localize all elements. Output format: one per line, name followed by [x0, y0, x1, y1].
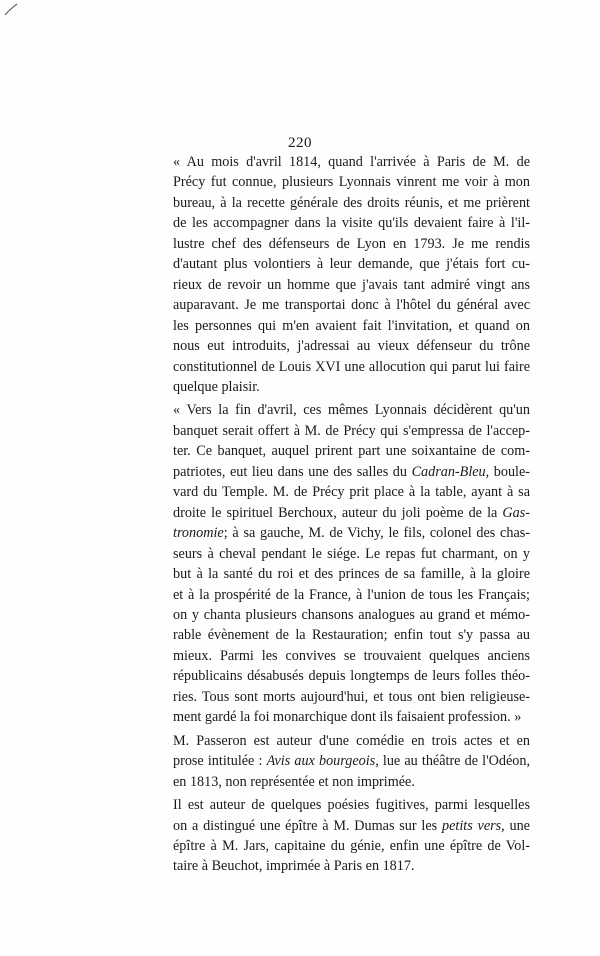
text-line: nous eut introduits, j'adressai au vieux défenseur du trône [173, 338, 530, 355]
text-line: constitutionnel de Louis XVI une allocution qui parut lui faire [173, 358, 530, 375]
text-line: « Vers la fin d'avril, ces mêmes Lyonnais décidèrent qu'un [173, 402, 530, 419]
text-line: quelque plaisir. [173, 378, 260, 395]
text-line: banquet serait offert à M. de Précy qui s'empressa de l'accep- [173, 422, 530, 439]
text-line: on y chanta plusieurs chansons analogues au grand et mémo- [173, 606, 530, 623]
text-line: « Au mois d'avril 1814, quand l'arrivée à Paris de M. de [173, 154, 530, 170]
paragraph [157, 731, 530, 792]
text-line: républicains désabusés depuis longtemps de leurs folles théo- [173, 668, 530, 685]
text-line: lustre chef des défenseurs de Lyon en 1793. Je me rendis [173, 235, 530, 252]
corner-pencil-mark [4, 2, 18, 16]
text-line: rable évènement de la Restauration; enfin tout s'y passa au [173, 627, 530, 644]
page-number: 220 [288, 135, 312, 151]
text-line: patriotes, eut lieu dans une des salles du Cadran-Bleu, boule- [173, 463, 531, 480]
body-text [157, 152, 530, 877]
text-line: épître à M. Jars, capitaine du génie, enfin une épître de Vol- [173, 837, 530, 854]
paragraph [157, 152, 530, 397]
text-line: Il est auteur de quelques poésies fugitives, parmi lesquelles [173, 797, 530, 814]
text-line: ter. Ce banquet, auquel prirent part une soixantaine de com- [173, 443, 530, 460]
text-line: taire à Beuchot, imprimée à Paris en 1817. [173, 858, 415, 875]
text-line: ries. Tous sont morts aujourd'hui, et tous ont bien religieuse- [173, 688, 530, 705]
text-line: tronomie; à sa gauche, M. de Vichy, le fils, colonel des chas- [173, 525, 530, 542]
text-line: seurs à cheval pendant le siége. Le repas fut charmant, on y [173, 545, 530, 562]
text-line: de les accompagner dans la visite qu'ils devaient faire à l'il- [173, 215, 530, 232]
text-line: d'autant plus volontiers à leur demande, que j'étais fort cu- [173, 256, 530, 273]
paragraph [157, 400, 530, 727]
text-line: droite le spirituel Berchoux, auteur du joli poème de la Gas- [173, 504, 530, 521]
text-line: rieux de revoir un homme que j'avais tant admiré vingt ans [173, 276, 530, 293]
text-line: prose intitulée : Avis aux bourgeois, lue au théâtre de l'Odéon, [173, 753, 530, 770]
text-line: ment gardé la foi monarchique dont ils faisaient profession. » [173, 709, 522, 726]
text-line: en 1813, non représentée et non imprimée. [173, 773, 415, 790]
text-line: vard du Temple. M. de Précy prit place à la table, ayant à sa [173, 484, 530, 501]
text-line: mieux. Parmi les convives se trouvaient quelques anciens [173, 647, 530, 664]
text-line: et à la prospérité de la France, à l'union de tous les Français; [173, 586, 530, 603]
text-line: bureau, à la recette générale des droits réunis, et me prièrent [173, 194, 530, 211]
text-line: M. Passeron est auteur d'une comédie en trois actes et en [173, 732, 530, 749]
text-line: but à la santé du roi et des princes de sa famille, à la gloire [173, 566, 530, 583]
text-line: on a distingué une épître à M. Dumas sur les petits vers, une [173, 817, 530, 834]
paragraph [157, 795, 530, 877]
text-line: auparavant. Je me transportai donc à l'hôtel du général avec [173, 297, 530, 314]
text-line: Précy fut connue, plusieurs Lyonnais vinrent me voir à mon [173, 174, 530, 191]
text-line: les personnes qui m'en avaient fait l'invitation, et quand on [173, 317, 530, 334]
